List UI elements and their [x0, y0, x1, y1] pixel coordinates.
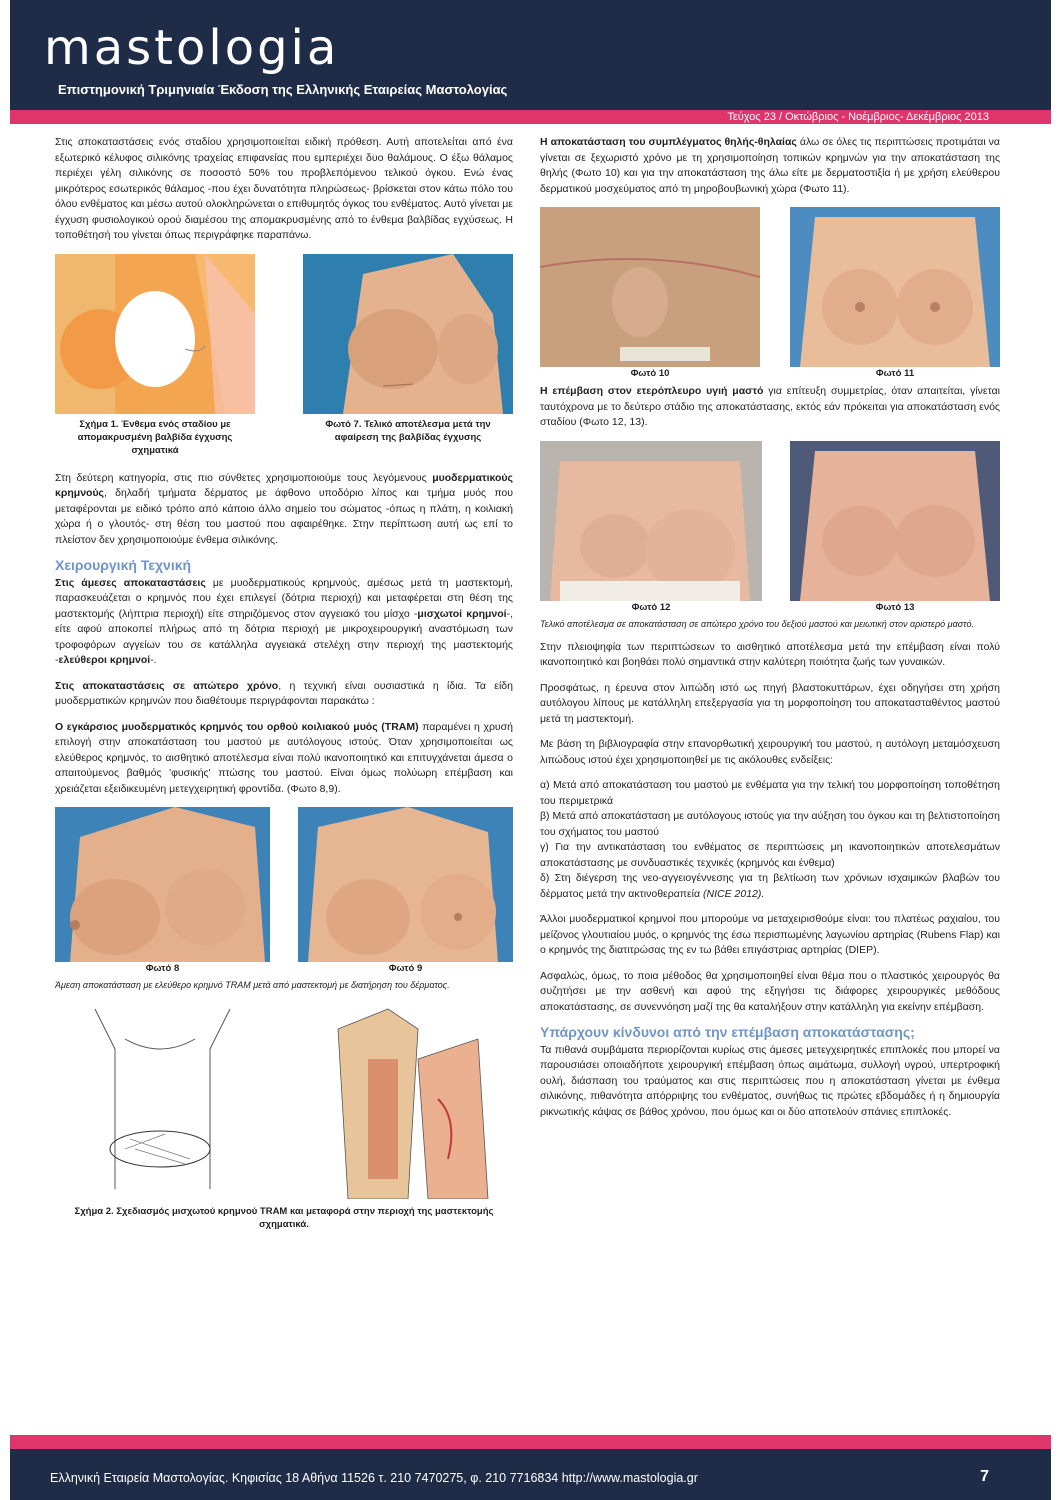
heading-surgical-technique: Χειρουργική Τεχνική [55, 557, 192, 573]
page-number: 7 [980, 1468, 989, 1485]
paragraph-method-choice: Ασφαλώς, όμως, το ποια μέθοδος θα χρησιμοποιηθεί είναι θέμα που ο πλαστικός χειρουργός θα συζητήσει με την ασθενή και αφού της εξηγήσει τις διάφορες χειρουργικές μεθόδους αποκατάστασης, σε συνεννόηση μαζί της θα καταλήξουν στην κατάλληλη για εκείνην επέμβαση. [540, 969, 1000, 1013]
right-column [540, 135, 1000, 1130]
implant-diagram-image [55, 254, 255, 414]
photo-7-image [303, 254, 513, 414]
figure-photo-12 [540, 441, 762, 614]
caption-photo-12: Φωτό 12 [631, 601, 671, 613]
text-run: παραμένει η χρυσή επιλογή στην αποκατάσταση του μαστού με αυτόλογους ιστούς. Όταν χρησιμοποιείται ως ελεύθερος κρημνός, το αισθητικό αποτέλεσμα είναι πολύ ικανοποιητικό και επιτυγχάνεται άμεσα ο απαιτούμενος βαθμός 'φυσικής' πτώσης του μαστού. Είναι όμως πολύωρη επέμβαση και χρειάζεται εξειδικευμένη μετεγχειρητική φροντίδα. (Φωτο 8,9). [55, 720, 513, 795]
figure-photo-11 [790, 207, 1000, 380]
list-item [540, 871, 1000, 902]
figure-row-10-11 [540, 207, 1000, 380]
paragraph-one-stage: Στις αποκαταστάσεις ενός σταδίου χρησιμοποιείται ειδική πρόθεση. Αυτή αποτελείται από ένα εξωτερικό κέλυφος σιλικόνης τραχείας επιφανείας που εμπεριέχει δυο θαλάμους. Ο έξω θάλαμος περιέχει γέλη σιλικόνης σε ποσοστό 50% του προβλεπόμενου τελικού όγκου. Ενώ ένας μικρότερος εσωτερικός θάλαμος -που έχει δυνατότητα πληρώσεως- βρίσκεται στον κάτω πόλο του όλου ενθέματος και μέσω αυτού ολοκληρώνεται ο επιθυμητός όγκος του ενθέματος. Αυτό γίνεται με έγχυση φυσιολογικού ορού διαμέσου της απομακρυσμένης από το ένθεμα βαλβίδας εγχύσεως. Η τοποθέτησή του γίνεται όπως περιγράφηκε παραπάνω. [55, 136, 513, 241]
figure-row-schema-2 [55, 999, 513, 1199]
caption-photo-8: Φωτό 8 [145, 963, 180, 974]
term-tram: Ο εγκάρσιος μυοδερματικός κρημνός του ορθού κοιλιακού μυός (TRAM) [55, 720, 419, 733]
caption-schema-2: Σχήμα 2. Σχεδιασμός μισχωτού κρημνού TRAM και μεταφορά στην περιοχή της μαστεκτομής σχηματικά. [74, 1206, 494, 1230]
text-run: Στη δεύτερη κατηγορία, στις πιο σύνθετες χρησιμοποιούμε τους λεγόμενους [55, 471, 433, 484]
figure-row-12-13 [540, 441, 1000, 614]
photo-9-image [298, 807, 513, 962]
figure-photo-8 [55, 807, 270, 975]
paragraph-delayed-reconstruction [55, 679, 513, 710]
text-run: με μυοδερματικούς κρημνούς, αμέσως μετά τη μαστεκτομή, παρασκευάζεται ο κρημνός που έχει επιλεγεί (δότρια περιοχή) και μεταφέρεται στη θέση της μαστεκτομής (λήπτρια περιοχή) είτε στηριζόμενος στον αγγειακό του μίσχο - [55, 576, 513, 620]
figure-row-tram [55, 807, 513, 975]
paragraph-other-flaps: Άλλοι μυοδερματικοί κρημνοί που μπορούμε να μεταχειρισθούμε είναι: του πλατέως ραχιαίου, του μείζονος γλουτιαίου μυός, ο κρημνός της έσω περισπωμένης λαγωνίου αρτηρίας (Rubens Flap) και ο κρημνός της διατιτρώσας της εν τω βάθει επιγάστριας αρτηρίας (DIEP). [540, 913, 1000, 956]
paragraph-literature: Με βάση τη βιβλιογραφία στην επανορθωτική χειρουργική του μαστού, η αυτόλογη μεταμόσχευση λιπώδους ιστού έχει χρησιμοποιηθεί με τις ακόλουθες ενδείξεις: [540, 738, 1000, 766]
term-nipple-areola-complex: Η αποκατάσταση του συμπλέγματος θηλής-θηλαίας [540, 136, 797, 148]
text-run: -, είτε αφού αποκοπεί πλήρως από τη δότρια περιοχή με μικροχειρουργική αναστόμωση των τροφοφόρων αγγείων του σε κατάλληλα αγγειακά στελέχη στην περιοχή της μαστεκτομής - [55, 607, 514, 666]
caption-photo-13: Φωτό 13 [875, 601, 915, 613]
figure-photo-10 [540, 207, 760, 380]
list-item: α) Μετά από αποκατάσταση του μαστού με ενθέματα για την τελική του μορφοποίηση τοποθέτηση του περιμετρικά [540, 779, 1000, 807]
paragraph-aesthetic-result: Στην πλειοψηφία των περιπτώσεων το αισθητικό αποτέλεσμα μετά την επέμβαση είναι πολύ ικανοποιητικό και βοηθάει πολύ σημαντικά στην καλύτερη ποιότητα ζωής των γυναικών. [540, 640, 1000, 668]
caption-schema-1: Σχήμα 1. Ένθεμα ενός σταδίου με απομακρυσμένη βαλβίδα έγχυσης σχηματικά [77, 418, 233, 456]
list-item: β) Μετά από αποκατάσταση με αυτόλογους ιστούς για την αύξηση του όγκου και τη βελτιστοποίηση του σχήματος του μαστού [540, 810, 1000, 838]
text-run: , η τεχνική είναι ουσιαστικά η ίδια. Τα είδη μυοδερματικών κρημνών που διαθέτουμε περιγράφονται παρακάτω : [55, 679, 513, 707]
paragraph-tram [55, 720, 513, 798]
term-immediate: Στις άμεσες αποκαταστάσεις [55, 576, 206, 589]
term-pedicled-flaps: μισχωτοί κρημνοί [417, 607, 507, 620]
figure-photo-9 [298, 807, 513, 975]
figure-row-1 [55, 254, 513, 457]
tram-transfer-sketch-image [298, 999, 513, 1199]
term-delayed: Στις αποκαταστάσεις σε απώτερο χρόνο [55, 679, 279, 692]
paragraph-complications: Τα πιθανά συμβάματα περιορίζονται κυρίως στις άμεσες μετεγχειρητικές επιπλοκές που μπορεί να παρουσιάσει οποιαδήποτε χειρουργική επέμβαση όπως αιμάτωμα, συλλογή υγρού, υπερτροφική ουλή, διάσπαση του τραύματος και στις περιπτώσεις που η αποκατάσταση γίνεται με ένθεμα σιλικόνης, πιθανότητα απόρριψης του ενθέματος, συνήθως τις πρώτες εβδομάδες ή η δημιουργία ρικνωτικής κάψας σε βάθος χρόνου, που όμως και οι δύο αποτελούν σπάνιες επιπλοκές. [540, 1043, 1000, 1118]
paragraph-myocutaneous [55, 471, 513, 549]
term-myocutaneous-flaps: μυοδερματικούς κρημνούς [55, 471, 513, 499]
photo-13-image [790, 441, 1000, 601]
term-contralateral-breast: Η επέμβαση στον ετερόπλευρο υγιή μαστό [540, 385, 764, 397]
photo-8-image [55, 807, 270, 962]
text-run: , δηλαδή τμήματα δέρματος με άφθονο υποδόριο λίπος και τμήμα μυός που μεταφέρονται με ειδικό τρόπο από κάποιο άλλο σημείο του σώματος -όπως η πλάτη, η κοιλιακή χώρα ή ο γλουτός- στη θέση του μαστού που αφαιρέθηκε. Στην περίπτωση αυτή ως επί το πλείστον δεν χρησιμοποιούμε ένθεμα σιλικόνης. [55, 487, 513, 546]
footer-accent-bar [10, 1435, 1051, 1449]
caption-photo-11: Φωτό 11 [875, 368, 915, 379]
paragraph-contralateral [540, 384, 1000, 431]
brand-title: mastologia [44, 20, 340, 76]
figure-photo-7 [303, 254, 513, 457]
tram-design-sketch-image [55, 999, 270, 1199]
text-run: άλω σε όλες τις περιπτώσεις προτιμάται να γίνεται σε ξεχωριστό χρόνο με τη χρησιμοποίηση τοπικών κρημνών για την αποκατάσταση της θηλής (Φωτο 10) και για την αποκατάσταση της άλω είτε με δερματοστιξία ή με χρήση ελεύθερου δερματικού μοσχεύματος από τη μηροβουβωνική χώρα (Φωτο 11). [540, 136, 1001, 195]
photo-10-image [540, 207, 760, 367]
reference: (NICE 2012). [703, 887, 765, 900]
term-free-flaps: ελεύθεροι κρημνοί [58, 654, 151, 666]
caption-photos-12-13: Τελικό αποτέλεσμα σε αποκατάσταση σε απώτερο χρόνο του δεξιού μαστού και μειωτική στον αριστερό μαστό. [540, 618, 975, 629]
footer-contact: Ελληνική Εταιρεία Μαστολογίας. Κηφισίας 18 Αθήνα 11526 τ. 210 7470275, φ. 210 7716834 http://www.mastologia.gr [50, 1471, 698, 1485]
issue-info: Τεύχος 23 / Οκτώβριος - Νοέμβριος- Δεκέμβριος 2013 [727, 111, 989, 123]
figure-schema-1 [55, 254, 255, 457]
text-run: δ) Στη διέγερση της νεο-αγγειογέννεσης για τη βελτίωση των χρόνιων ισχαιμικών βλαβών του δέρματος μετά την ακτινοθεραπεία [540, 872, 1000, 900]
text-run: για επίτευξη συμμετρίας, όταν απαιτείται, γίνεται ταυτόχρονα με το δεύτερο στάδιο της αποκατάστασης, εκτός εάν πρόκειται για αποκατάσταση ενός σταδίου (Φωτο 12, 13). [540, 385, 1000, 428]
masthead-subtitle: Επιστημονική Τριμηνιαία Έκδοση της Ελληνικής Εταιρείας Μαστολογίας [58, 82, 508, 97]
list-item: γ) Για την αντικατάσταση του ενθέματος σε περιπτώσεις μη ικανοποιητικών αποτελεσμάτων αποκατάστασης με συνδυαστικές τεχνικές (κρημνός και ένθεμα) [540, 841, 1000, 869]
caption-photo-9: Φωτό 9 [388, 963, 423, 974]
paragraph-immediate-reconstruction [55, 576, 513, 669]
heading-risks: Υπάρχουν κίνδυνοι από την επέμβαση αποκατάστασης; [540, 1024, 915, 1040]
caption-photo-10: Φωτό 10 [630, 368, 670, 379]
left-column [55, 135, 513, 1231]
photo-11-image [790, 207, 1000, 367]
caption-photos-8-9: Άμεση αποκατάσταση με ελεύθερο κρημνό TRAM μετά από μαστεκτομή με διατήρηση του δέρματος. [55, 980, 450, 990]
indications-list [540, 778, 1000, 902]
figure-photo-13 [790, 441, 1000, 614]
caption-photo-7: Φωτό 7. Τελικό αποτέλεσμα μετά την αφαίρεση της βαλβίδας έγχυσης [325, 418, 491, 443]
text-run: -. [150, 654, 157, 666]
photo-12-image [540, 441, 762, 601]
paragraph-stem-cells: Προσφάτως, η έρευνα στον λιπώδη ιστό ως πηγή βλαστοκυττάρων, έχει οδηγήσει στη χρήση αυτόλογου λίπους με κατάλληλη επεξεργασία για τη μορφοποίηση του αποκατασταθέντος μαστού μετά τη μαστεκτομή. [540, 681, 1000, 725]
paragraph-nipple-areola [540, 135, 1000, 197]
